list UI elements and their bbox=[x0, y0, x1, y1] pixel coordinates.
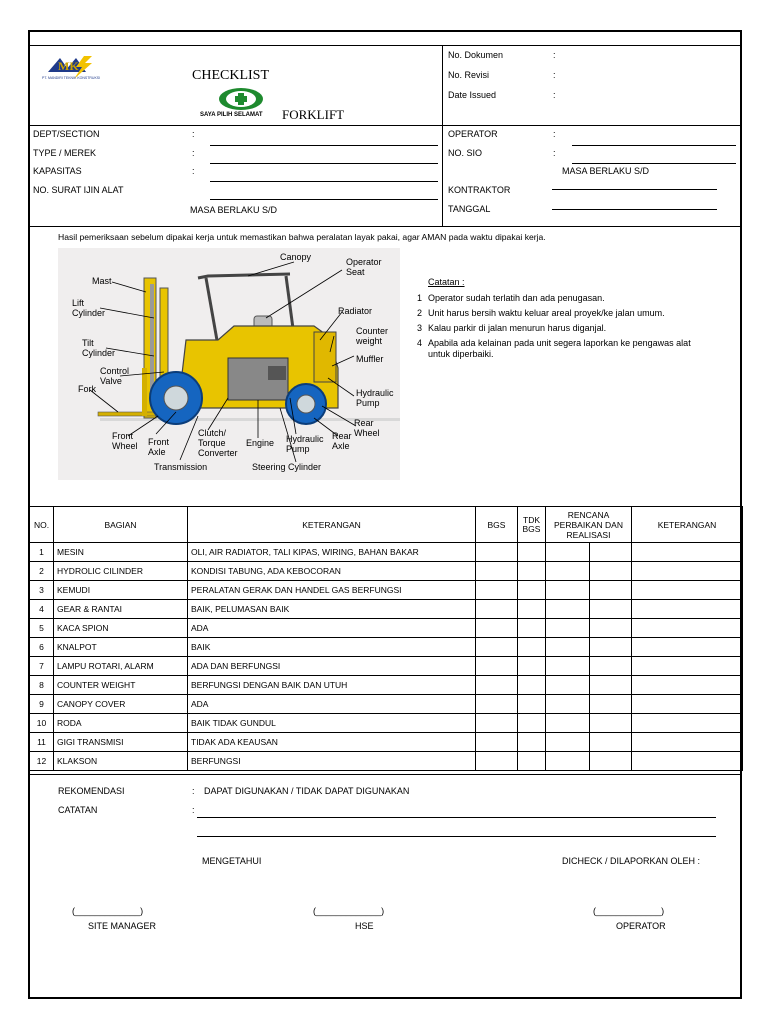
safety-badge bbox=[200, 86, 274, 122]
note-4-text: Apabila ada kelainan pada unit segera laporkan ke pengawas alat bbox=[428, 338, 691, 348]
row-keterangan: PERALATAN GERAK DAN HANDEL GAS BERFUNGSI bbox=[188, 581, 476, 600]
table-row bbox=[30, 600, 743, 619]
row-no: 1 bbox=[30, 543, 54, 562]
doc-no-label: No. Dokumen bbox=[448, 50, 504, 60]
row-keterangan-2[interactable] bbox=[632, 695, 743, 714]
row-bgs-check[interactable] bbox=[476, 638, 518, 657]
rekomendasi-label: REKOMENDASI bbox=[58, 786, 125, 796]
svg-text:Mast: Mast bbox=[92, 276, 112, 286]
table-row bbox=[30, 657, 743, 676]
sig-blank-hse[interactable]: (_____________) bbox=[313, 906, 385, 916]
row-bgs-check[interactable] bbox=[476, 752, 518, 771]
row-bagian: GIGI TRANSMISI bbox=[54, 733, 188, 752]
svg-text:Seat: Seat bbox=[346, 267, 365, 277]
svg-text:Front: Front bbox=[112, 431, 134, 441]
mengetahui-label: MENGETAHUI bbox=[202, 856, 262, 866]
svg-text:Converter: Converter bbox=[198, 448, 238, 458]
row-no: 4 bbox=[30, 600, 54, 619]
operator-sep: : bbox=[553, 129, 556, 139]
col-keterangan-2: KETERANGAN bbox=[632, 507, 743, 543]
operator-field[interactable] bbox=[572, 145, 736, 146]
col-bagian: BAGIAN bbox=[54, 507, 188, 543]
svg-text:Canopy: Canopy bbox=[280, 252, 312, 262]
svg-text:Rear: Rear bbox=[332, 431, 352, 441]
svg-text:Cylinder: Cylinder bbox=[72, 308, 106, 318]
row-keterangan-2[interactable] bbox=[632, 657, 743, 676]
svg-text:Axle: Axle bbox=[148, 447, 166, 457]
row-keterangan-2[interactable] bbox=[632, 638, 743, 657]
doc-rev-label: No. Revisi bbox=[448, 70, 490, 80]
row-tdk-bgs-check[interactable] bbox=[518, 695, 546, 714]
row-rencana-1[interactable] bbox=[546, 638, 590, 657]
row-rencana-1[interactable] bbox=[546, 657, 590, 676]
row-bgs-check[interactable] bbox=[476, 695, 518, 714]
table-row bbox=[30, 638, 743, 657]
svg-text:Operator: Operator bbox=[346, 257, 382, 267]
row-bgs-check[interactable] bbox=[476, 657, 518, 676]
row-rencana-2[interactable] bbox=[590, 619, 632, 638]
type-sep: : bbox=[192, 148, 195, 158]
date-label: TANGGAL bbox=[448, 204, 491, 214]
sio-sep: : bbox=[553, 148, 556, 158]
notes-title: Catatan : bbox=[428, 277, 465, 287]
row-keterangan: BAIK bbox=[188, 638, 476, 657]
contractor-field[interactable] bbox=[552, 189, 717, 190]
row-rencana-2[interactable] bbox=[590, 562, 632, 581]
row-rencana-1[interactable] bbox=[546, 581, 590, 600]
row-rencana-2[interactable] bbox=[590, 752, 632, 771]
row-rencana-2[interactable] bbox=[590, 695, 632, 714]
row-bagian: GEAR & RANTAI bbox=[54, 600, 188, 619]
sig-operator: OPERATOR bbox=[616, 921, 666, 931]
rekomendasi-value[interactable]: DAPAT DIGUNAKAN / TIDAK DAPAT DIGUNAKAN bbox=[204, 786, 410, 796]
note-1-no: 1 bbox=[417, 293, 423, 303]
row-no: 8 bbox=[30, 676, 54, 695]
info-bottom-line bbox=[29, 226, 742, 227]
row-no: 6 bbox=[30, 638, 54, 657]
doc-rev-sep: : bbox=[553, 70, 556, 80]
rekomendasi-sep: : bbox=[192, 786, 195, 796]
svg-text:Control: Control bbox=[100, 366, 130, 376]
row-bagian: KNALPOT bbox=[54, 638, 188, 657]
contractor-label: KONTRAKTOR bbox=[448, 185, 511, 195]
col-bgs: BGS bbox=[476, 507, 518, 543]
row-keterangan: KONDISI TABUNG, ADA KEBOCORAN bbox=[188, 562, 476, 581]
type-field[interactable] bbox=[210, 163, 438, 164]
header-bottom-line bbox=[29, 125, 742, 126]
row-bgs-check[interactable] bbox=[476, 562, 518, 581]
sio-validity-label: MASA BERLAKU S/D bbox=[562, 166, 650, 176]
row-no: 3 bbox=[30, 581, 54, 600]
row-bagian: CANOPY COVER bbox=[54, 695, 188, 714]
svg-text:Steering Cylinder: Steering Cylinder bbox=[252, 462, 322, 472]
forklift-diagram bbox=[58, 248, 400, 480]
row-keterangan: TIDAK ADA KEAUSAN bbox=[188, 733, 476, 752]
checklist-table bbox=[29, 506, 743, 771]
row-rencana-1[interactable] bbox=[546, 752, 590, 771]
row-no: 11 bbox=[30, 733, 54, 752]
row-no: 7 bbox=[30, 657, 54, 676]
row-rencana-1[interactable] bbox=[546, 676, 590, 695]
row-rencana-1[interactable] bbox=[546, 543, 590, 562]
row-rencana-2[interactable] bbox=[590, 638, 632, 657]
dept-field[interactable] bbox=[210, 145, 438, 146]
row-bagian: HYDROLIC CILINDER bbox=[54, 562, 188, 581]
note-4-cont: untuk diperbaiki. bbox=[428, 349, 494, 359]
svg-text:Radiator: Radiator bbox=[338, 306, 373, 316]
row-bgs-check[interactable] bbox=[476, 714, 518, 733]
row-keterangan-2[interactable] bbox=[632, 600, 743, 619]
row-keterangan: OLI, AIR RADIATOR, TALI KIPAS, WIRING, BAHAN BAKAR bbox=[188, 543, 476, 562]
svg-text:Pump: Pump bbox=[286, 444, 310, 454]
svg-text:Clutch/: Clutch/ bbox=[198, 428, 227, 438]
row-tdk-bgs-check[interactable] bbox=[518, 638, 546, 657]
svg-text:Rear: Rear bbox=[354, 418, 374, 428]
row-keterangan-2[interactable] bbox=[632, 733, 743, 752]
catatan-label: CATATAN bbox=[58, 805, 98, 815]
note-1-text: Operator sudah terlatih dan ada penugasan. bbox=[428, 293, 605, 303]
row-bagian: RODA bbox=[54, 714, 188, 733]
row-no: 5 bbox=[30, 619, 54, 638]
row-keterangan-2[interactable] bbox=[632, 543, 743, 562]
capacity-field[interactable] bbox=[210, 181, 438, 182]
operator-label: OPERATOR bbox=[448, 129, 498, 139]
row-rencana-1[interactable] bbox=[546, 619, 590, 638]
sig-hse: HSE bbox=[355, 921, 374, 931]
safety-caption: SAYA PILIH SELAMAT bbox=[200, 112, 263, 118]
svg-text:Muffler: Muffler bbox=[356, 354, 384, 364]
dept-sep: : bbox=[192, 129, 195, 139]
catatan-line-2[interactable] bbox=[197, 836, 716, 837]
row-rencana-1[interactable] bbox=[546, 695, 590, 714]
table-row bbox=[30, 581, 743, 600]
svg-text:Transmission: Transmission bbox=[154, 462, 208, 472]
row-bagian: KLAKSON bbox=[54, 752, 188, 771]
row-keterangan: ADA DAN BERFUNGSI bbox=[188, 657, 476, 676]
doc-date-sep: : bbox=[553, 90, 556, 100]
row-tdk-bgs-check[interactable] bbox=[518, 581, 546, 600]
row-bagian: MESIN bbox=[54, 543, 188, 562]
note-2-text: Unit harus bersih waktu keluar areal proyek/ke jalan umum. bbox=[428, 308, 665, 318]
row-rencana-2[interactable] bbox=[590, 714, 632, 733]
row-tdk-bgs-check[interactable] bbox=[518, 752, 546, 771]
svg-text:Fork: Fork bbox=[78, 384, 96, 394]
doc-no-sep: : bbox=[553, 50, 556, 60]
dept-label: DEPT/SECTION bbox=[33, 129, 100, 139]
row-no: 10 bbox=[30, 714, 54, 733]
row-rencana-2[interactable] bbox=[590, 676, 632, 695]
svg-text:Counter: Counter bbox=[356, 326, 389, 336]
row-keterangan-2[interactable] bbox=[632, 676, 743, 695]
table-row bbox=[30, 752, 743, 771]
col-no: NO. bbox=[30, 507, 54, 543]
dicheck-label: DICHECK / DILAPORKAN OLEH : bbox=[562, 856, 701, 866]
table-row bbox=[30, 619, 743, 638]
row-rencana-2[interactable] bbox=[590, 600, 632, 619]
type-label: TYPE / MEREK bbox=[33, 148, 97, 158]
col-keterangan: KETERANGAN bbox=[188, 507, 476, 543]
svg-text:Engine: Engine bbox=[246, 438, 275, 448]
note-4-no: 4 bbox=[417, 338, 423, 348]
row-no: 2 bbox=[30, 562, 54, 581]
row-tdk-bgs-check[interactable] bbox=[518, 676, 546, 695]
date-field[interactable] bbox=[552, 209, 717, 210]
col-rencana: RENCANA PERBAIKAN DAN REALISASI bbox=[546, 507, 632, 543]
logo-caption: PT. MANDIRI TEKNIK KONSTRUKSI bbox=[42, 76, 101, 80]
permit-label: NO. SURAT IJIN ALAT bbox=[33, 185, 124, 195]
intro-text: Hasil pemeriksaan sebelum dipakai kerja untuk memastikan bahwa peralatan layak pakai, agar AMAN pada waktu dipakai kerja. bbox=[58, 232, 546, 242]
permit-validity-label: MASA BERLAKU S/D bbox=[190, 205, 278, 215]
svg-text:Torque: Torque bbox=[198, 438, 226, 448]
table-row bbox=[30, 695, 743, 714]
company-logo bbox=[40, 52, 116, 86]
permit-field[interactable] bbox=[210, 199, 438, 200]
note-3-no: 3 bbox=[417, 323, 423, 333]
svg-text:Wheel: Wheel bbox=[354, 428, 380, 438]
svg-text:Pump: Pump bbox=[356, 398, 380, 408]
row-bgs-check[interactable] bbox=[476, 581, 518, 600]
row-keterangan: BAIK, PELUMASAN BAIK bbox=[188, 600, 476, 619]
row-keterangan-2[interactable] bbox=[632, 752, 743, 771]
header-top-line bbox=[29, 45, 742, 46]
row-keterangan: BERFUNGSI DENGAN BAIK DAN UTUH bbox=[188, 676, 476, 695]
sio-field[interactable] bbox=[572, 163, 736, 164]
svg-text:Tilt: Tilt bbox=[82, 338, 94, 348]
note-2-no: 2 bbox=[417, 308, 423, 318]
title-checklist: CHECKLIST bbox=[192, 68, 269, 83]
row-tdk-bgs-check[interactable] bbox=[518, 600, 546, 619]
table-row bbox=[30, 676, 743, 695]
row-tdk-bgs-check[interactable] bbox=[518, 657, 546, 676]
svg-text:Front: Front bbox=[148, 437, 170, 447]
sig-site-manager: SITE MANAGER bbox=[88, 921, 157, 931]
row-tdk-bgs-check[interactable] bbox=[518, 733, 546, 752]
row-keterangan: ADA bbox=[188, 695, 476, 714]
row-bgs-check[interactable] bbox=[476, 543, 518, 562]
table-row bbox=[30, 733, 743, 752]
row-rencana-1[interactable] bbox=[546, 733, 590, 752]
table-row bbox=[30, 543, 743, 562]
svg-text:Hydraulic: Hydraulic bbox=[286, 434, 324, 444]
row-rencana-2[interactable] bbox=[590, 543, 632, 562]
row-keterangan: BERFUNGSI bbox=[188, 752, 476, 771]
row-keterangan: ADA bbox=[188, 619, 476, 638]
catatan-sep: : bbox=[192, 805, 195, 815]
table-header-row bbox=[30, 507, 743, 543]
note-3-text: Kalau parkir di jalan menurun harus diganjal. bbox=[428, 323, 607, 333]
row-rencana-1[interactable] bbox=[546, 714, 590, 733]
row-keterangan: BAIK TIDAK GUNDUL bbox=[188, 714, 476, 733]
table-row bbox=[30, 714, 743, 733]
row-bagian: KACA SPION bbox=[54, 619, 188, 638]
row-rencana-1[interactable] bbox=[546, 562, 590, 581]
row-bgs-check[interactable] bbox=[476, 676, 518, 695]
catatan-line-1[interactable] bbox=[197, 817, 716, 818]
logo-mark-text: MK bbox=[58, 59, 79, 73]
row-bagian: KEMUDI bbox=[54, 581, 188, 600]
svg-text:Hydraulic: Hydraulic bbox=[356, 388, 394, 398]
svg-text:Wheel: Wheel bbox=[112, 441, 138, 451]
col-tdk-bgs: TDK BGS bbox=[518, 507, 546, 543]
capacity-sep: : bbox=[192, 166, 195, 176]
row-tdk-bgs-check[interactable] bbox=[518, 619, 546, 638]
row-rencana-2[interactable] bbox=[590, 581, 632, 600]
svg-text:weight: weight bbox=[356, 336, 383, 346]
svg-text:Axle: Axle bbox=[332, 441, 350, 451]
row-rencana-1[interactable] bbox=[546, 600, 590, 619]
row-keterangan-2[interactable] bbox=[632, 581, 743, 600]
row-bagian: COUNTER WEIGHT bbox=[54, 676, 188, 695]
row-tdk-bgs-check[interactable] bbox=[518, 562, 546, 581]
row-keterangan-2[interactable] bbox=[632, 714, 743, 733]
row-no: 12 bbox=[30, 752, 54, 771]
row-keterangan-2[interactable] bbox=[632, 619, 743, 638]
sig-blank-operator[interactable]: (_____________) bbox=[593, 906, 665, 916]
row-bgs-check[interactable] bbox=[476, 733, 518, 752]
row-bgs-check[interactable] bbox=[476, 600, 518, 619]
table-bottom-line bbox=[29, 774, 742, 775]
doc-date-label: Date Issued bbox=[448, 90, 497, 100]
table-row bbox=[30, 562, 743, 581]
row-rencana-2[interactable] bbox=[590, 733, 632, 752]
title-forklift: FORKLIFT bbox=[282, 107, 345, 122]
capacity-label: KAPASITAS bbox=[33, 166, 82, 176]
safety-cross-icon bbox=[208, 86, 274, 112]
row-bagian: LAMPU ROTARI, ALARM bbox=[54, 657, 188, 676]
row-bgs-check[interactable] bbox=[476, 619, 518, 638]
svg-text:Valve: Valve bbox=[100, 376, 122, 386]
sig-blank-site-manager[interactable]: (_____________) bbox=[72, 906, 144, 916]
row-tdk-bgs-check[interactable] bbox=[518, 714, 546, 733]
row-rencana-2[interactable] bbox=[590, 657, 632, 676]
header-divider bbox=[442, 45, 443, 226]
sio-label: NO. SIO bbox=[448, 148, 483, 158]
row-no: 9 bbox=[30, 695, 54, 714]
row-keterangan-2[interactable] bbox=[632, 562, 743, 581]
svg-text:Lift: Lift bbox=[72, 298, 85, 308]
row-tdk-bgs-check[interactable] bbox=[518, 543, 546, 562]
svg-text:Cylinder: Cylinder bbox=[82, 348, 116, 358]
